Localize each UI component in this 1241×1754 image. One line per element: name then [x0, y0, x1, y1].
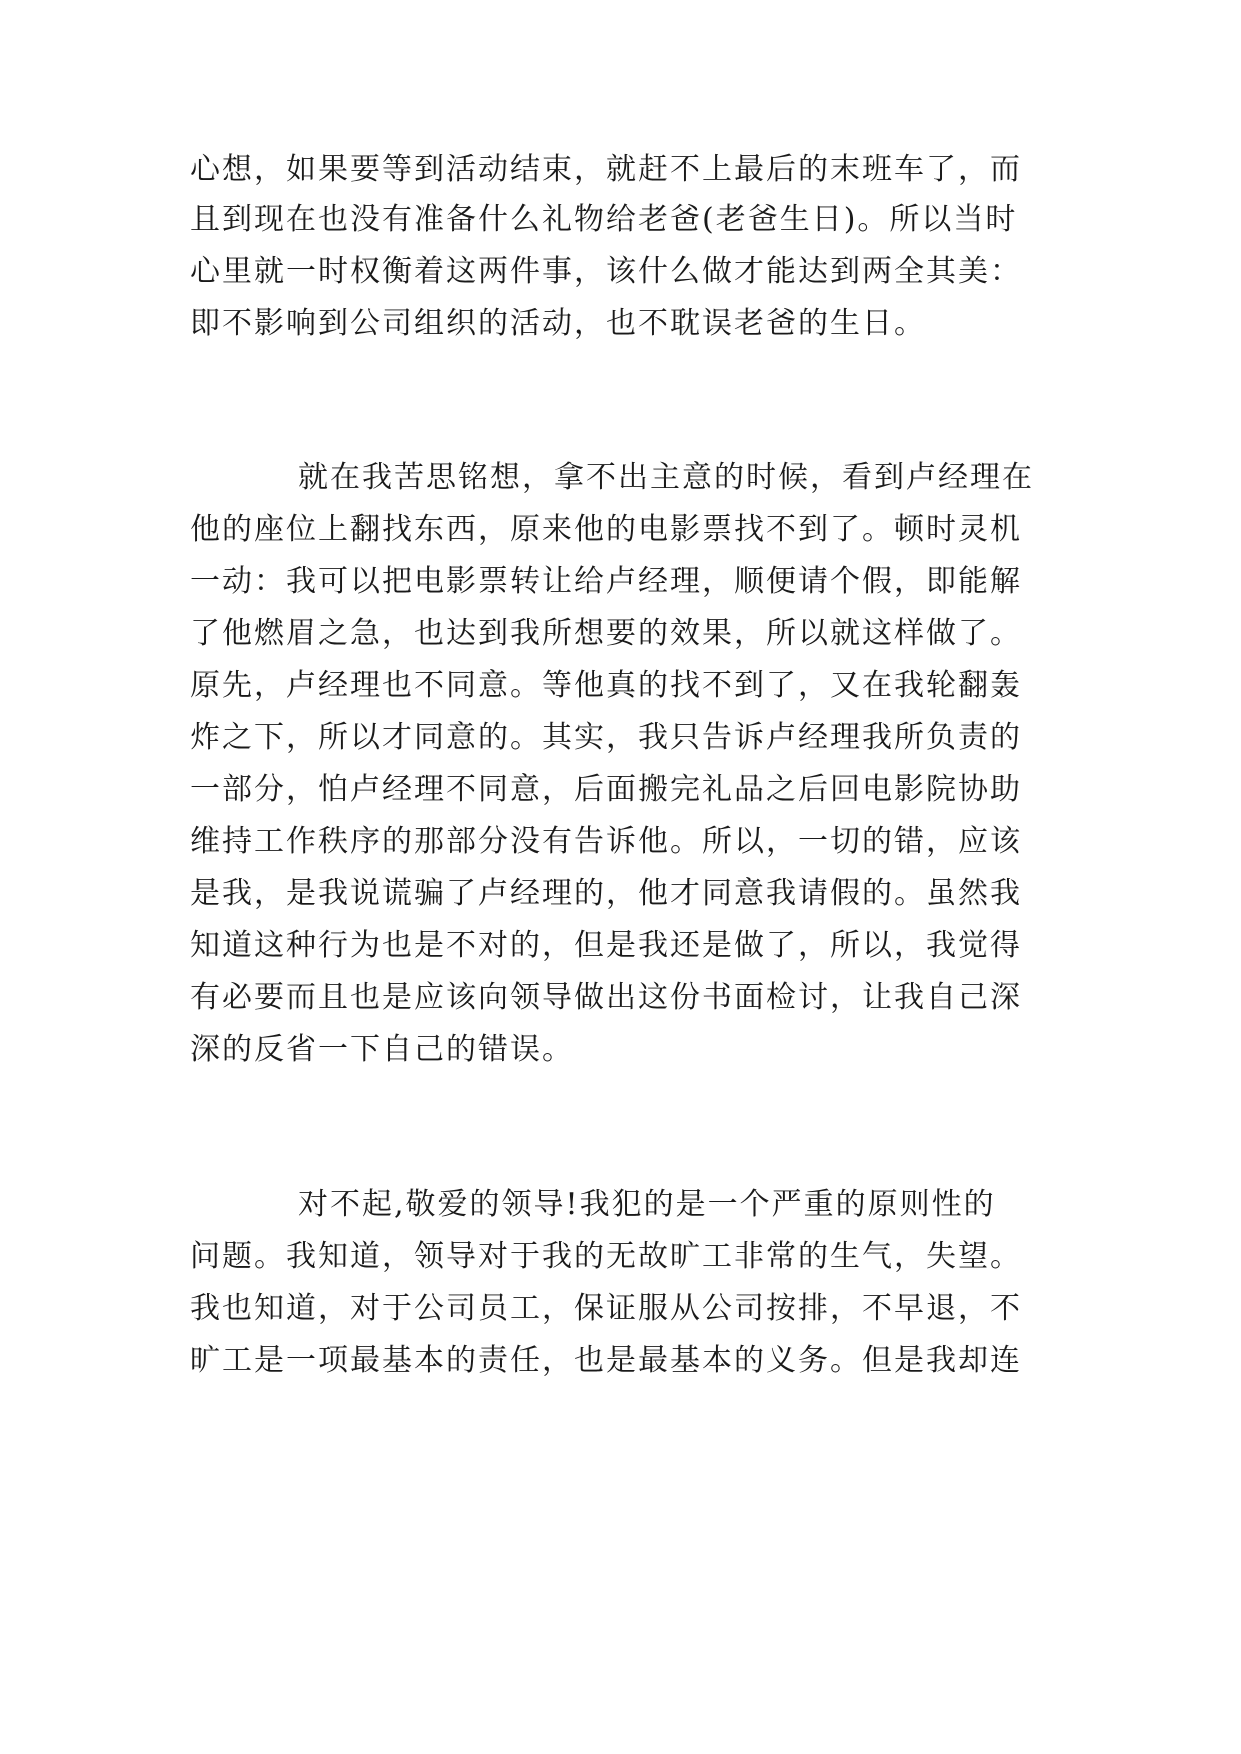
text-line: 就在我苦思铭想，拿不出主意的时候，看到卢经理在	[298, 460, 1034, 495]
text-line: 心里就一时权衡着这两件事，该什么做才能达到两全其美：	[190, 254, 1022, 289]
text-line: 一动：我可以把电影票转让给卢经理，顺便请个假，即能解	[190, 564, 1022, 599]
text-line: 即不影响到公司组织的活动，也不耽误老爸的生日。	[190, 306, 926, 341]
text-line: 心想，如果要等到活动结束，就赶不上最后的末班车了，而	[190, 152, 1022, 187]
text-line: 对不起,敬爱的领导!我犯的是一个严重的原则性的	[298, 1187, 996, 1222]
text-line: 知道这种行为也是不对的，但是我还是做了，所以，我觉得	[190, 928, 1022, 963]
text-line: 维持工作秩序的那部分没有告诉他。所以，一切的错，应该	[190, 824, 1022, 859]
text-line: 了他燃眉之急，也达到我所想要的效果，所以就这样做了。	[190, 616, 1022, 651]
text-line: 旷工是一项最基本的责任，也是最基本的义务。但是我却连	[190, 1343, 1022, 1378]
text-line: 有必要而且也是应该向领导做出这份书面检讨，让我自己深	[190, 980, 1022, 1015]
text-line: 炸之下，所以才同意的。其实，我只告诉卢经理我所负责的	[190, 720, 1022, 755]
text-line: 深的反省一下自己的错误。	[190, 1032, 574, 1067]
text-line: 是我，是我说谎骗了卢经理的，他才同意我请假的。虽然我	[190, 876, 1022, 911]
text-line: 我也知道，对于公司员工，保证服从公司按排，不早退，不	[190, 1291, 1022, 1326]
text-line: 原先，卢经理也不同意。等他真的找不到了，又在我轮翻轰	[190, 668, 1022, 703]
text-line: 且到现在也没有准备什么礼物给老爸(老爸生日)。所以当时	[190, 202, 1018, 237]
text-line: 问题。我知道，领导对于我的无故旷工非常的生气，失望。	[190, 1239, 1022, 1274]
text-line: 一部分，怕卢经理不同意，后面搬完礼品之后回电影院协助	[190, 772, 1022, 807]
text-line: 他的座位上翻找东西，原来他的电影票找不到了。顿时灵机	[190, 512, 1022, 547]
